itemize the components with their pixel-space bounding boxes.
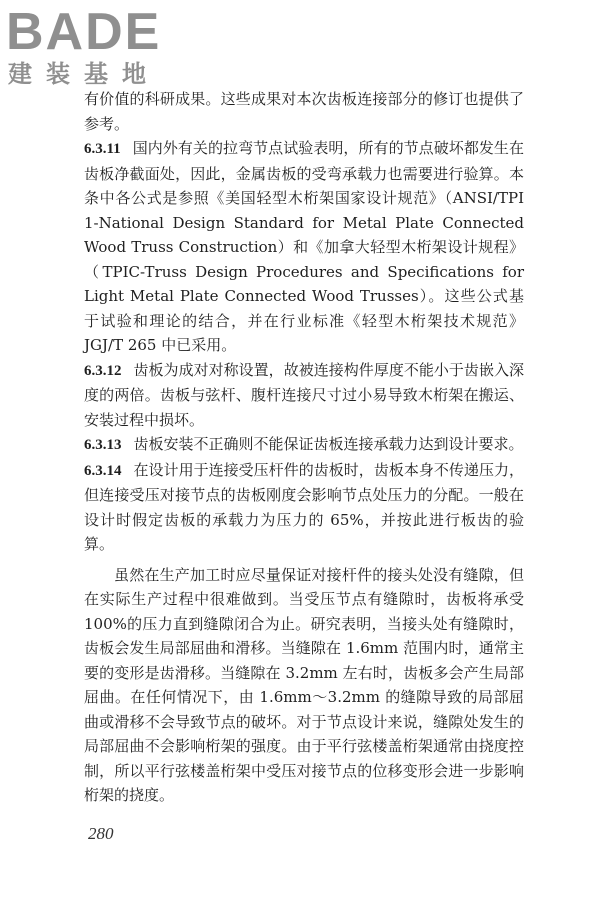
clause-number: 6.3.11 [84,141,121,157]
clause-number: 6.3.12 [84,362,122,379]
clause-6-3-13 [84,432,524,458]
clause-6-3-12 [84,358,524,433]
clause-number: 6.3.13 [84,437,122,453]
clause-6-3-14 [84,458,524,557]
clause-6-3-11 [84,136,524,358]
page-content [84,87,524,808]
watermark-logo [6,4,196,90]
clause-text: 齿板安装不正确则不能保证齿板连接承载力达到设计要求。 [133,435,524,453]
logo-subtitle: 建装基地 [8,60,160,88]
logo-wordmark: BADE [6,3,162,61]
clause-number: 6.3.14 [84,462,122,479]
clause-text: 国内外有关的拉弯节点试验表明，所有的节点破坏都发生在齿板净截面处，因此，金属齿板的受弯承载力也需要进行验算。本条中各公式是参照《美国轻型木桁架国家设计规范》（ANSI/TPI 1-National Design Standard for Metal Plate Connected Wood Truss Construction）和《加拿大轻型木桁架设计规程》（TPIC-Truss Design Procedures and Specifications for Light Metal Plate Connected Wood Trusses）。这些公式基于试验和理论的结合，并在行业标准《轻型木桁架技术规范》JGJ/T 265 中已采用。 [84,139,524,354]
clause-text: 齿板为成对对称设置，故被连接构件厚度不能小于齿嵌入深度的两倍。齿板与弦杆、腹杆连接尺寸过小易导致木桁架在搬运、安装过程中损坏。 [84,360,524,429]
paragraph-text: 有价值的科研成果。这些成果对本次齿板连接部分的修订也提供了参考。 [84,90,524,133]
paragraph-continued [84,87,524,136]
clause-text: 在设计用于连接受压杆件的齿板时，齿板本身不传递压力，但连接受压对接节点的齿板刚度会影响节点处压力的分配。一般在设计时假定齿板的承载力为压力的 65%，并按此进行板齿的验算。 [84,460,524,553]
paragraph-text: 虽然在生产加工时应尽量保证对接杆件的接头处没有缝隙，但在实际生产过程中很难做到。当受压节点有缝隙时，齿板将承受 100%的压力直到缝隙闭合为止。研究表明，当接头处有缝隙时，齿板会发生局部屈曲和滑移。当缝隙在 1.6mm 范围内时，通常主要的变形是齿滑移。当缝隙在 3.2mm 左右时，齿板多会产生局部屈曲。在任何情况下，由 1.6mm～3.2mm 的缝隙导致的局部屈曲或滑移不会导致节点的破坏。对于节点设计来说，缝隙处发生的局部屈曲不会影响桁架的强度。由于平行弦楼盖桁架通常由挠度控制，所以平行弦楼盖桁架中受压对接节点的位移变形会进一步影响桁架的挠度。 [84,565,524,804]
paragraph-gap-explanation [84,563,524,808]
page-number: 280 [88,824,114,843]
